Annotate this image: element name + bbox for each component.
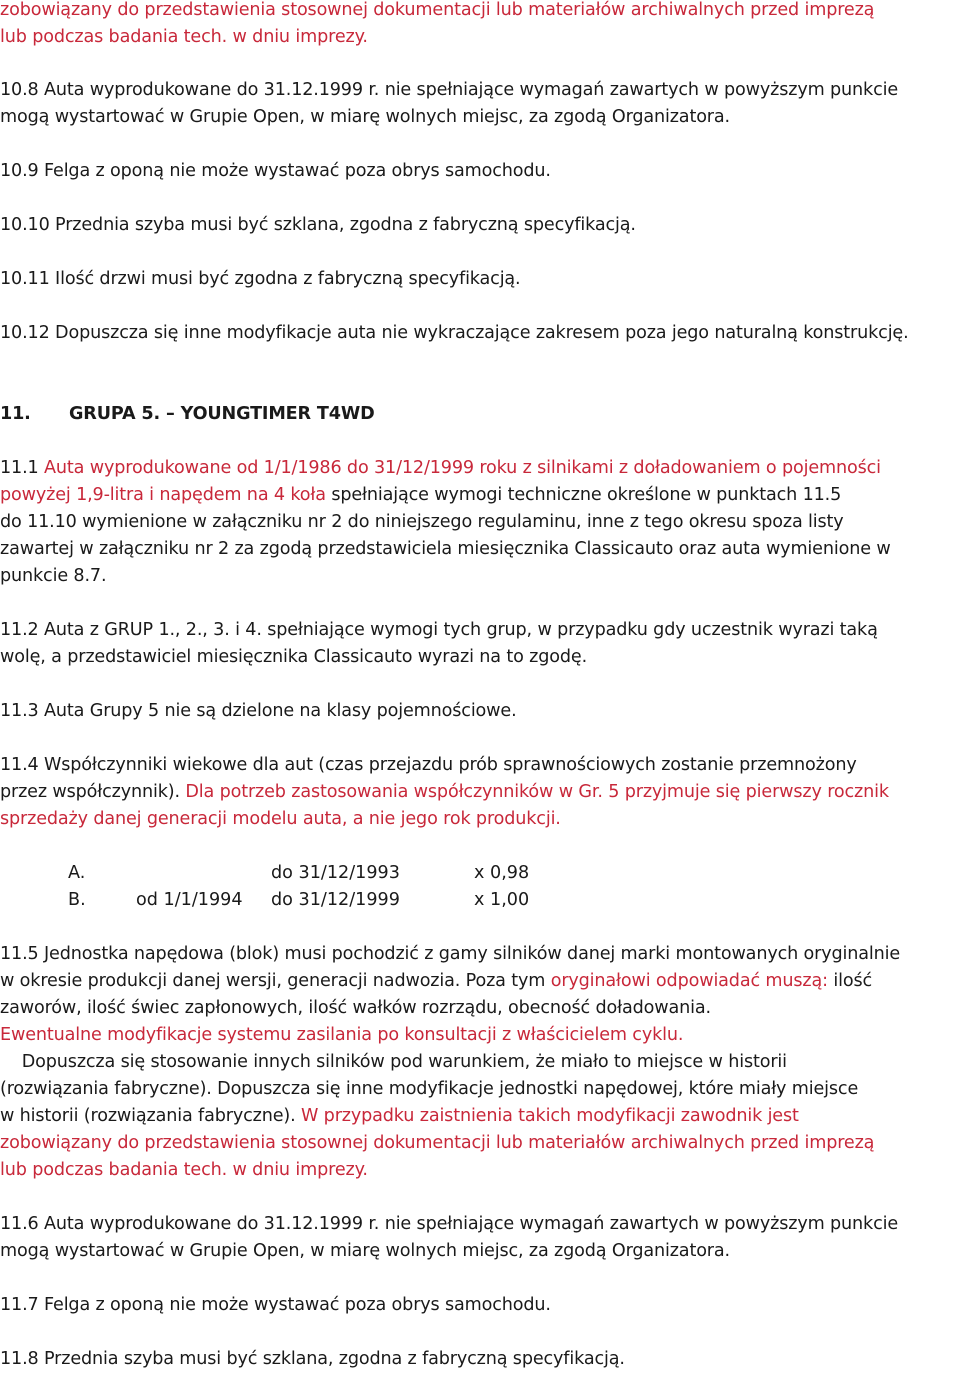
coefficient-from-cell: od 1/1/1994	[136, 890, 243, 910]
text-run: mogą wystartować w Grupie Open, w miarę wolnych miejsc, za zgodą Organizatora.	[0, 1241, 730, 1261]
text-run: w historii (rozwiązania fabryczne).	[0, 1106, 301, 1126]
coefficient-to-cell: do 31/12/1993	[271, 863, 400, 883]
coefficient-label-cell: A.	[68, 863, 86, 883]
text-line	[0, 212, 636, 239]
text-run: lub podczas badania tech. w dniu imprezy.	[0, 27, 368, 47]
text-line	[0, 1238, 730, 1265]
text-line	[0, 1346, 625, 1373]
text-line	[0, 536, 891, 563]
text-run: oryginałowi odpowiadać muszą:	[550, 971, 828, 991]
text-run: przez współczynnik).	[0, 782, 186, 802]
text-run: sprzedaży danej generacji modelu auta, a nie jego rok produkcji.	[0, 809, 561, 829]
text-line	[0, 266, 521, 293]
text-run: 11.8 Przednia szyba musi być szklana, zgodna z fabryczną specyfikacją.	[0, 1349, 625, 1369]
text-line	[0, 995, 711, 1022]
text-line	[0, 563, 106, 590]
text-run: 11.7 Felga z oponą nie może wystawać poza obrys samochodu.	[0, 1295, 551, 1315]
text-run: spełniające wymogi techniczne określone w punktach 11.5	[325, 485, 842, 505]
text-run: 10.8 Auta wyprodukowane do 31.12.1999 r. nie spełniające wymagań zawartych w powyższym punkcie	[0, 80, 899, 100]
text-run: 11.1	[0, 458, 45, 478]
text-run: lub podczas badania tech. w dniu imprezy.	[0, 1160, 368, 1180]
text-run: zobowiązany do przedstawienia stosownej dokumentacji lub materiałów archiwalnych przed imprezą	[0, 0, 875, 20]
text-run: mogą wystartować w Grupie Open, w miarę wolnych miejsc, za zgodą Organizatora.	[0, 107, 730, 127]
text-run: zawartej w załączniku nr 2 za zgodą przedstawiciela miesięcznika Classicauto oraz auta wymienione w	[0, 539, 891, 559]
text-run: Dopuszcza się stosowanie innych silników pod warunkiem, że miało to miejsce w historii	[0, 1052, 787, 1072]
text-run: 11.2 Auta z GRUP 1., 2., 3. i 4. spełniające wymogi tych grup, w przypadku gdy uczestnik wyrazi taką	[0, 620, 878, 640]
text-run: 10.10 Przednia szyba musi być szklana, zgodna z fabryczną specyfikacją.	[0, 215, 636, 235]
text-run: 11.5 Jednostka napędowa (blok) musi pochodzić z gamy silników danej marki montowanych oryginalnie	[0, 944, 901, 964]
text-line	[0, 320, 909, 347]
text-run: ilość	[827, 971, 873, 991]
text-line	[0, 24, 368, 51]
text-run: w okresie produkcji danej wersji, generacji nadwozia. Poza tym	[0, 971, 551, 991]
text-line	[0, 1157, 368, 1184]
text-run: powyżej 1,9-litra i napędem na 4 koła	[0, 485, 326, 505]
text-line	[0, 455, 881, 482]
text-run: 10.9 Felga z oponą nie może wystawać poza obrys samochodu.	[0, 161, 551, 181]
text-line	[0, 617, 878, 644]
text-line	[0, 0, 874, 24]
text-line	[0, 1049, 787, 1076]
text-run: 10.11 Ilość drzwi musi być zgodna z fabryczną specyfikacją.	[0, 269, 521, 289]
coefficient-label-cell: B.	[68, 890, 86, 910]
text-line	[0, 644, 587, 671]
text-line	[0, 401, 375, 428]
text-line	[0, 77, 898, 104]
text-run: W przypadku zaistnienia takich modyfikacji zawodnik jest	[300, 1106, 799, 1126]
text-line	[0, 806, 561, 833]
text-line	[0, 968, 872, 995]
text-run: zaworów, ilość świec zapłonowych, ilość wałków rozrządu, obecność doładowania.	[0, 998, 711, 1018]
text-line	[0, 941, 900, 968]
text-run: (rozwiązania fabryczne). Dopuszcza się inne modyfikacje jednostki napędowej, które miały miejsce	[0, 1079, 859, 1099]
text-run: Auta wyprodukowane od 1/1/1986 do 31/12/1999 roku z silnikami z doładowaniem o pojemności	[44, 458, 881, 478]
coefficient-to-cell: do 31/12/1999	[271, 890, 400, 910]
text-run: 11.6 Auta wyprodukowane do 31.12.1999 r. nie spełniające wymagań zawartych w powyższym punkcie	[0, 1214, 899, 1234]
text-line	[0, 104, 730, 131]
text-line	[0, 158, 551, 185]
text-run: Dla potrzeb zastosowania współczynników w Gr. 5 przyjmuje się pierwszy rocznik	[185, 782, 889, 802]
text-run: 11.4 Współczynniki wiekowe dla aut (czas przejazdu prób sprawnościowych zostanie przemnożony	[0, 755, 857, 775]
text-line	[0, 482, 841, 509]
section-title: GRUPA 5. – YOUNGTIMER T4WD	[69, 404, 375, 424]
text-line	[0, 1211, 898, 1238]
text-line	[0, 1022, 683, 1049]
text-run: punkcie 8.7.	[0, 566, 107, 586]
coefficient-factor-cell: x 1,00	[474, 890, 530, 910]
section-number: 11.	[0, 404, 31, 424]
coefficient-factor-cell: x 0,98	[474, 863, 530, 883]
text-line	[0, 752, 857, 779]
text-line	[0, 1076, 858, 1103]
text-run: do 11.10 wymienione w załączniku nr 2 do niniejszego regulaminu, inne z tego okresu spoza listy	[0, 512, 844, 532]
text-line	[0, 1103, 799, 1130]
text-line	[0, 779, 889, 806]
text-run: Ewentualne modyfikacje systemu zasilania po konsultacji z właścicielem cyklu.	[0, 1025, 684, 1045]
text-run: zobowiązany do przedstawienia stosownej dokumentacji lub materiałów archiwalnych przed imprezą	[0, 1133, 875, 1153]
text-line	[0, 1130, 874, 1157]
text-line	[0, 509, 844, 536]
text-line	[0, 1292, 551, 1319]
text-run: wolę, a przedstawiciel miesięcznika Classicauto wyrazi na to zgodę.	[0, 647, 588, 667]
text-run: 10.12 Dopuszcza się inne modyfikacje auta nie wykraczające zakresem poza jego naturalną konstrukcję.	[0, 323, 909, 343]
text-run: 11.3 Auta Grupy 5 nie są dzielone na klasy pojemnościowe.	[0, 701, 517, 721]
text-line	[0, 698, 517, 725]
